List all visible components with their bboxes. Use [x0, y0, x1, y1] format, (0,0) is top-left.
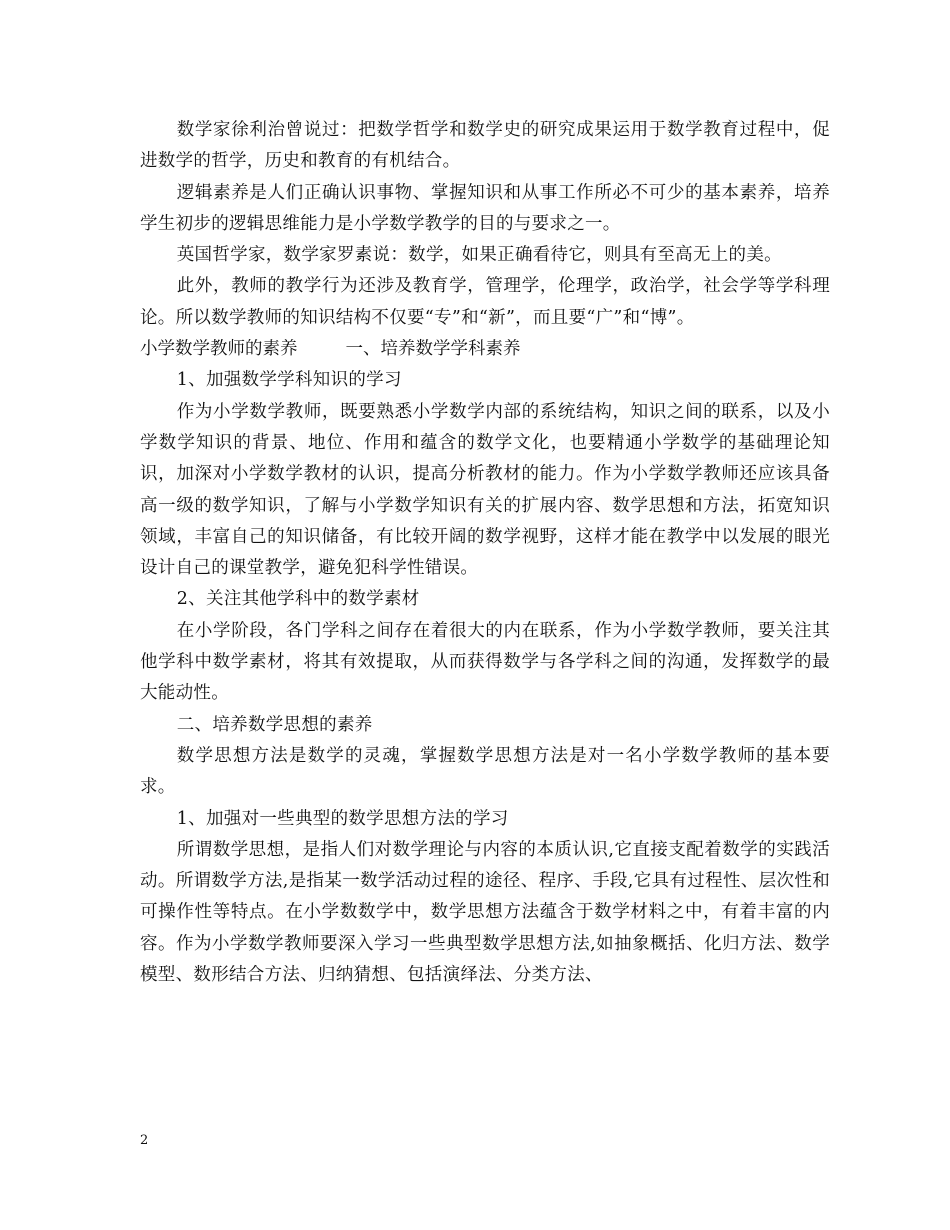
subheading: 2、关注其他学科中的数学素材: [176, 589, 420, 610]
paragraph: 此外，教师的教学行为还涉及教育学，管理学，伦理学，政治学，社会学等学科理论。所以数学教师的知识结构不仅要“专”和“新”，而且要“广”和“博”。: [140, 276, 830, 328]
subheading: 1、加强对一些典型的数学思想方法的学习: [176, 808, 509, 829]
paragraph: 在小学阶段，各门学科之间存在着很大的内在联系，作为小学数学教师，要关注其他学科中数学素材，将其有效提取，从而获得数学与各学科之间的沟通，发挥数学的最大能动性。: [140, 620, 830, 704]
section-title: 小学数学教师的素养: [140, 339, 298, 360]
page-number: 2: [140, 1133, 149, 1148]
paragraph: 英国哲学家，数学家罗素说：数学，如果正确看待它，则具有至高无上的美。: [176, 245, 782, 266]
paragraph: 数学思想方法是数学的灵魂，掌握数学思想方法是对一名小学数学教师的基本要求。: [140, 745, 830, 798]
subheading: 1、加强数学学科知识的学习: [176, 370, 402, 391]
section-heading: 一、培养数学学科素养: [345, 339, 521, 360]
paragraph: 作为小学数学教师，既要熟悉小学数学内部的系统结构，知识之间的联系，以及小学数学知识的背景、地位、作用和蕴含的数学文化，也要精通小学数学的基础理论知识，加深对小学数学教材的认识，提高分析教材的能力。作为小学数学教师还应该具备高一级的数学知识，了解与小学数学知识有关的扩展内容、数学思想和方法，拓宽知识领域，丰富自己的知识储备，有比较开阔的数学视野，这样才能在教学中以发展的眼光设计自己的课堂教学，避免犯科学性错误。: [140, 401, 830, 579]
section-heading: 二、培养数学思想的素养: [176, 714, 373, 735]
paragraph: 数学家徐利治曾说过：把数学哲学和数学史的研究成果运用于数学教育过程中，促进数学的哲学，历史和教育的有机结合。: [140, 120, 830, 172]
paragraph: 所谓数学思想，是指人们对数学理论与内容的本质认识,它直接支配着数学的实践活动。所谓数学方法,是指某一数学活动过程的途径、程序、手段,它具有过程性、层次性和可操作性等特点。在小学数数学中，数学思想方法蕴含于数学材料之中，有着丰富的内容。作为小学数学教师要深入学习一些典型数学思想方法,如抽象概括、化归方法、数学模型、数形结合方法、归纳猜想、包括演绎法、分类方法、: [140, 839, 830, 986]
section-title-row: [140, 334, 830, 365]
paragraph: 逻辑素养是人们正确认识事物、掌握知识和从事工作所必不可少的基本素养，培养学生初步的逻辑思维能力是小学数学教学的目的与要求之一。: [140, 182, 830, 234]
document-body: [140, 115, 830, 991]
